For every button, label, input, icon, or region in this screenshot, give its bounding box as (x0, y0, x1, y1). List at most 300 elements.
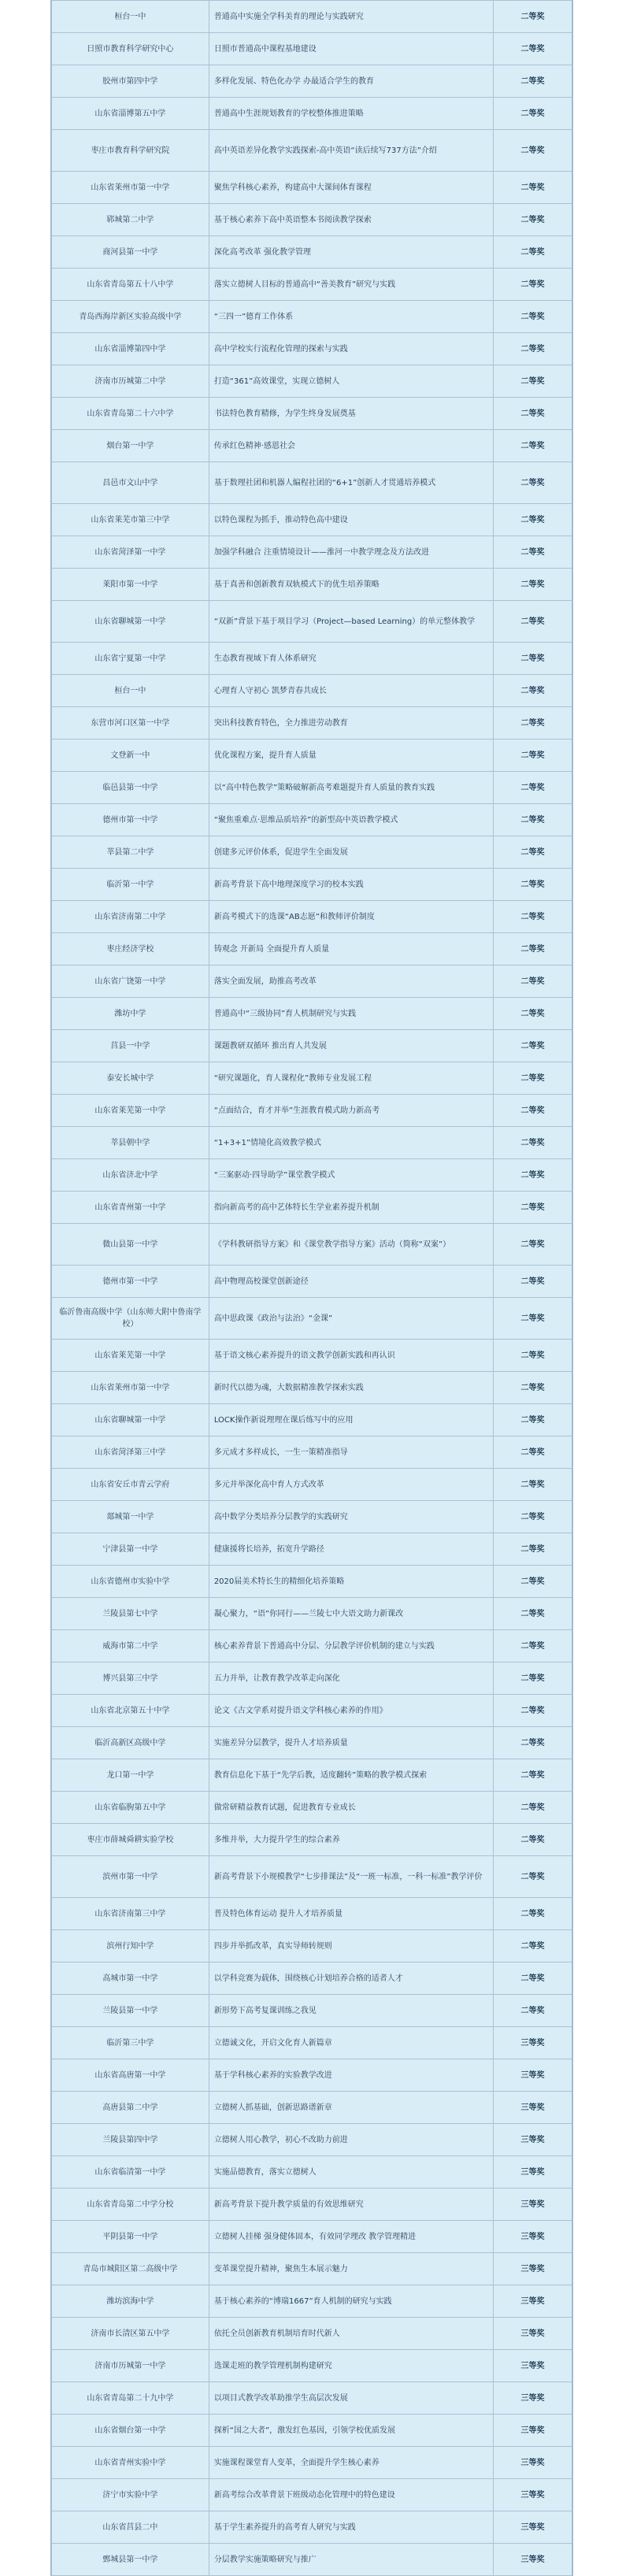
table-row (52, 2059, 572, 2092)
school-cell: 山东省聊城第一中学 (52, 601, 209, 643)
table-row (52, 2189, 572, 2221)
award-level-cell: 二等奖 (494, 1436, 572, 1469)
table-row (52, 1759, 572, 1792)
project-title-cell: 依托全员创新教育机制培育时代新人 (209, 2318, 493, 2350)
school-cell: 滨州行知中学 (52, 1930, 209, 1963)
table-row (52, 675, 572, 707)
school-cell: 山东省淄博第五中学 (52, 98, 209, 130)
table-row (52, 869, 572, 901)
project-title-cell: 生态教育视域下育人体系研究 (209, 643, 493, 675)
project-title-cell: 变革课堂提升精神，聚焦生本展示魅力 (209, 2253, 493, 2285)
award-level-cell: 二等奖 (494, 172, 572, 204)
school-cell: 山东省青岛第五十八中学 (52, 269, 209, 301)
table-row (52, 2156, 572, 2189)
table-row (52, 1372, 572, 1404)
award-level-cell: 二等奖 (494, 1372, 572, 1404)
school-cell: 郓城第二中学 (52, 204, 209, 236)
school-cell: 龙口第一中学 (52, 1759, 209, 1792)
project-title-cell: 高中英语差异化教学实践探索-高中英语“读后续写737方法”介绍 (209, 130, 493, 172)
award-level-cell: 二等奖 (494, 1095, 572, 1127)
project-title-cell: 立德诚文化，开启文化育人新篇章 (209, 2027, 493, 2059)
school-cell: 兰陵县第四中学 (52, 2124, 209, 2156)
school-cell: 莱阳市第一中学 (52, 569, 209, 601)
award-level-cell: 三等奖 (494, 2027, 572, 2059)
project-title-cell: 立德树人挂梯 强身健体固本，有效同学理改 教学管理精进 (209, 2221, 493, 2253)
table-row (52, 2382, 572, 2415)
award-level-cell: 二等奖 (494, 869, 572, 901)
project-title-cell: 铸观念 开新局 全面提升育人质量 (209, 933, 493, 966)
project-title-cell: 以特色课程为抓手，推动特色高中建设 (209, 504, 493, 536)
award-level-cell: 二等奖 (494, 1598, 572, 1630)
award-level-cell: 二等奖 (494, 1266, 572, 1298)
school-cell: 山东省济南第二中学 (52, 901, 209, 933)
project-title-cell: 选课走班的教学管理机制构建研究 (209, 2350, 493, 2382)
award-level-cell: 二等奖 (494, 1404, 572, 1436)
table-row (52, 172, 572, 204)
award-level-cell: 三等奖 (494, 2221, 572, 2253)
award-level-cell: 二等奖 (494, 1062, 572, 1095)
table-row (52, 204, 572, 236)
school-cell: 山东省德州市实验中学 (52, 1566, 209, 1598)
table-row (52, 130, 572, 172)
table-row (52, 1501, 572, 1533)
table-row (52, 1566, 572, 1598)
award-level-cell: 三等奖 (494, 2059, 572, 2092)
project-title-cell: 传承红色精神·感恩社会 (209, 430, 493, 462)
table-row (52, 1792, 572, 1824)
table-row (52, 569, 572, 601)
school-cell: 胶州市第四中学 (52, 65, 209, 98)
project-title-cell: 《学科教研指导方案》和《课堂教学指导方案》活动（简称“双案”） (209, 1224, 493, 1266)
school-cell: 兰陵县第七中学 (52, 1598, 209, 1630)
project-title-cell: 加强学科融合 注重情境设计——淮河一中教学理念及方法改进 (209, 536, 493, 569)
table-row (52, 2511, 572, 2544)
award-level-cell: 二等奖 (494, 1, 572, 33)
award-level-cell: 二等奖 (494, 569, 572, 601)
school-cell: 山东省临朐第五中学 (52, 1792, 209, 1824)
award-level-cell: 三等奖 (494, 2415, 572, 2447)
project-title-cell: “三四一”德育工作体系 (209, 301, 493, 333)
school-cell: 山东省莱芜第一中学 (52, 1095, 209, 1127)
project-title-cell: 2020届美术特长生的精细化培养策略 (209, 1566, 493, 1598)
school-cell: 山东省聊城第一中学 (52, 1404, 209, 1436)
project-title-cell: 立德树人抓基础，创新思路谱新章 (209, 2092, 493, 2124)
table-row (52, 1630, 572, 1662)
award-level-cell: 二等奖 (494, 1224, 572, 1266)
award-level-cell: 三等奖 (494, 2511, 572, 2544)
award-level-cell: 二等奖 (494, 1127, 572, 1159)
project-title-cell: 普及特色体育运动 提升人才培养质量 (209, 1898, 493, 1930)
school-cell: 山东省菏泽第一中学 (52, 536, 209, 569)
award-level-cell: 二等奖 (494, 1727, 572, 1759)
table-row (52, 772, 572, 804)
award-level-cell: 二等奖 (494, 707, 572, 739)
table-row (52, 1298, 572, 1340)
school-cell: 临沂鲁南高级中学（山东师大附中鲁南学校） (52, 1298, 209, 1340)
project-title-cell: 落实立德树人目标的普通高中“善美教育”研究与实践 (209, 269, 493, 301)
award-level-cell: 二等奖 (494, 365, 572, 398)
award-level-cell: 二等奖 (494, 1030, 572, 1062)
school-cell: 莘县第二中学 (52, 836, 209, 869)
table-row (52, 2447, 572, 2479)
project-title-cell: 多元并举深化高中育人方式改革 (209, 1469, 493, 1501)
table-row (52, 2221, 572, 2253)
award-level-cell: 三等奖 (494, 2124, 572, 2156)
school-cell: 山东省烟台第一中学 (52, 2415, 209, 2447)
school-cell: 宁津县第一中学 (52, 1533, 209, 1566)
school-cell: 山东省淄博第四中学 (52, 333, 209, 365)
project-title-cell: 打造“361”高效课堂，实现立德树人 (209, 365, 493, 398)
award-level-cell: 二等奖 (494, 966, 572, 998)
award-level-cell: 二等奖 (494, 901, 572, 933)
school-cell: 山东省临清第一中学 (52, 2156, 209, 2189)
project-title-cell: 深化高考改革 强化教学管理 (209, 236, 493, 269)
award-level-cell: 二等奖 (494, 1501, 572, 1533)
project-title-cell: 基于数理社团和机器人编程社团的“6+1”创新人才贯通培养模式 (209, 462, 493, 504)
project-title-cell: “双新”背景下基于项目学习（Project—based Learning）的单元整体教学 (209, 601, 493, 643)
table-row (52, 2479, 572, 2511)
project-title-cell: 新高考背景下提升教学质量的有效思维研究 (209, 2189, 493, 2221)
project-title-cell: 分层教学实施策略研究与推广 (209, 2544, 493, 2576)
project-title-cell: 基于真善和创新教育双轨模式下的优生培养策略 (209, 569, 493, 601)
school-cell: 泰安长城中学 (52, 1062, 209, 1095)
school-cell: 临沂第三中学 (52, 2027, 209, 2059)
table-row (52, 1062, 572, 1095)
school-cell: 德州市第一中学 (52, 804, 209, 836)
project-title-cell: 新高考综合改革背景下班级动态化管理中的特色建设 (209, 2479, 493, 2511)
award-level-cell: 二等奖 (494, 1469, 572, 1501)
project-title-cell: 以“高中特色教学”策略破解新高考难题提升育人质量的教育实践 (209, 772, 493, 804)
award-level-cell: 二等奖 (494, 1662, 572, 1695)
school-cell: 文登新一中 (52, 739, 209, 772)
project-title-cell: 健康援将长培养，拓宽升学路径 (209, 1533, 493, 1566)
award-level-cell: 三等奖 (494, 2382, 572, 2415)
project-title-cell: 优化课程方案，提升育人质量 (209, 739, 493, 772)
award-level-cell: 二等奖 (494, 1995, 572, 2027)
project-title-cell: 创建多元评价体系，促进学生全面发展 (209, 836, 493, 869)
award-level-cell: 三等奖 (494, 2156, 572, 2189)
table-row (52, 2544, 572, 2576)
table-row (52, 836, 572, 869)
school-cell: 山东省莱州市第一中学 (52, 172, 209, 204)
table-row (52, 301, 572, 333)
award-level-cell: 二等奖 (494, 1533, 572, 1566)
table-row (52, 2092, 572, 2124)
project-title-cell: 四步并举抓改革，真实导师转规则 (209, 1930, 493, 1963)
table-row (52, 2124, 572, 2156)
project-title-cell: 探析“国之大者”，激发红色基因，引领学校优质发展 (209, 2415, 493, 2447)
table-row (52, 601, 572, 643)
project-title-cell: 指向新高考的高中艺体特长生学业素养提升机制 (209, 1192, 493, 1224)
school-cell: 山东省莱州市第一中学 (52, 1372, 209, 1404)
award-level-cell: 二等奖 (494, 1963, 572, 1995)
school-cell: 青岛市城阳区第二高级中学 (52, 2253, 209, 2285)
award-level-cell: 二等奖 (494, 98, 572, 130)
table-row (52, 2027, 572, 2059)
school-cell: 山东省广饶第一中学 (52, 966, 209, 998)
table-row (52, 998, 572, 1030)
table-row (52, 1340, 572, 1372)
award-level-cell: 三等奖 (494, 2092, 572, 2124)
project-title-cell: 多元成才多样成长，一生一策精准指导 (209, 1436, 493, 1469)
table-row (52, 462, 572, 504)
award-level-cell: 二等奖 (494, 1856, 572, 1898)
school-cell: 山东省菏泽第三中学 (52, 1436, 209, 1469)
school-cell: 微山县第一中学 (52, 1224, 209, 1266)
table-row (52, 2285, 572, 2318)
award-level-cell: 二等奖 (494, 836, 572, 869)
project-title-cell: 论文《古文学系对提升语文学科核心素养的作用》 (209, 1695, 493, 1727)
project-title-cell: 多样化发展、特色化办学 办最适合学生的教育 (209, 65, 493, 98)
project-title-cell: “三案驱动·四导助学”课堂教学模式 (209, 1159, 493, 1192)
project-title-cell: 基于学科核心素养的实验教学改进 (209, 2059, 493, 2092)
school-cell: 兰陵县第一中学 (52, 1995, 209, 2027)
table-row (52, 1824, 572, 1856)
table-row (52, 98, 572, 130)
table-row (52, 1856, 572, 1898)
table-row (52, 1159, 572, 1192)
project-title-cell: 以学科竞赛为载体，围绕核心计划培养合格的适者人才 (209, 1963, 493, 1995)
table-row (52, 1533, 572, 1566)
table-row (52, 333, 572, 365)
table-row (52, 1404, 572, 1436)
school-cell: 鄄城县第一中学 (52, 2544, 209, 2576)
award-level-cell: 二等奖 (494, 739, 572, 772)
project-title-cell: “聚焦重难点·思维品质培养”的新型高中英语教学模式 (209, 804, 493, 836)
award-level-cell: 二等奖 (494, 204, 572, 236)
table-row (52, 966, 572, 998)
award-level-cell: 二等奖 (494, 772, 572, 804)
school-cell: 平阴县第一中学 (52, 2221, 209, 2253)
school-cell: 山东省北京第五十中学 (52, 1695, 209, 1727)
project-title-cell: 高中物理高校课堂创新途径 (209, 1266, 493, 1298)
award-level-cell: 二等奖 (494, 65, 572, 98)
award-level-cell: 二等奖 (494, 1759, 572, 1792)
table-row (52, 901, 572, 933)
school-cell: 山东省济南第三中学 (52, 1898, 209, 1930)
table-row (52, 707, 572, 739)
table-row (52, 2415, 572, 2447)
award-level-cell: 二等奖 (494, 398, 572, 430)
school-cell: 山东省青岛第二十六中学 (52, 398, 209, 430)
table-row (52, 2253, 572, 2285)
school-cell: 枣庄经济学校 (52, 933, 209, 966)
school-cell: 枣庄市薛城舜耕实验学校 (52, 1824, 209, 1856)
project-title-cell: 落实全面发展，助推高考改革 (209, 966, 493, 998)
school-cell: 山东省青州实验中学 (52, 2447, 209, 2479)
award-level-cell: 二等奖 (494, 333, 572, 365)
project-title-cell: 基于语文核心素养提升的语文教学创新实践和再认识 (209, 1340, 493, 1372)
award-level-cell: 三等奖 (494, 2189, 572, 2221)
project-title-cell: 基于学生素养提升的高考育人研究与实践 (209, 2511, 493, 2544)
school-cell: 济宁市实验中学 (52, 2479, 209, 2511)
table-row (52, 2350, 572, 2382)
school-cell: 临邑县第一中学 (52, 772, 209, 804)
school-cell: 山东省莒县二中 (52, 2511, 209, 2544)
table-row (52, 1930, 572, 1963)
school-cell: 莒县一中学 (52, 1030, 209, 1062)
project-title-cell: 新高考模式下的选课“AB志愿”和教师评价制度 (209, 901, 493, 933)
school-cell: 山东省济北中学 (52, 1159, 209, 1192)
award-level-cell: 二等奖 (494, 675, 572, 707)
project-title-cell: 新高考背景下高中地理深度学习的校本实践 (209, 869, 493, 901)
table-row (52, 1963, 572, 1995)
project-title-cell: 多维并举，大力提升学生的综合素养 (209, 1824, 493, 1856)
school-cell: 枣庄市教育科学研究院 (52, 130, 209, 172)
project-title-cell: 书法特色教育精修，为学生终身发展奠基 (209, 398, 493, 430)
award-level-cell: 三等奖 (494, 2479, 572, 2511)
school-cell: 济南市长清区第五中学 (52, 2318, 209, 2350)
school-cell: 山东省莱芜第一中学 (52, 1340, 209, 1372)
project-title-cell: 普通高中生涯规划教育的学校整体推进策略 (209, 98, 493, 130)
project-title-cell: 凝心聚力，“语”你同行——兰陵七中大语文助力新课改 (209, 1598, 493, 1630)
school-cell: 潍坊滨海中学 (52, 2285, 209, 2318)
table-row (52, 1436, 572, 1469)
school-cell: 山东省高唐第一中学 (52, 2059, 209, 2092)
project-title-cell: 基于核心素养下高中英语整本书阅读教学探索 (209, 204, 493, 236)
school-cell: 烟台第一中学 (52, 430, 209, 462)
project-title-cell: 立德树人用心教学，初心不改助力前进 (209, 2124, 493, 2156)
table-row (52, 1030, 572, 1062)
award-level-cell: 二等奖 (494, 643, 572, 675)
table-row (52, 398, 572, 430)
table-row (52, 1727, 572, 1759)
school-cell: 滨州市第一中学 (52, 1856, 209, 1898)
award-level-cell: 三等奖 (494, 2253, 572, 2285)
project-title-cell: 普通高中“三级协同”育人机制研究与实践 (209, 998, 493, 1030)
school-cell: 临沂高新区高级中学 (52, 1727, 209, 1759)
table-row (52, 1995, 572, 2027)
table-row (52, 1, 572, 33)
award-level-cell: 二等奖 (494, 998, 572, 1030)
table-row (52, 1695, 572, 1727)
table-row (52, 1127, 572, 1159)
award-level-cell: 二等奖 (494, 301, 572, 333)
school-cell: 山东省青岛第二十九中学 (52, 2382, 209, 2415)
school-cell: 郯城第一中学 (52, 1501, 209, 1533)
table-row (52, 1898, 572, 1930)
school-cell: 日照市教育科学研究中心 (52, 33, 209, 65)
table-row (52, 2318, 572, 2350)
award-level-cell: 二等奖 (494, 1340, 572, 1372)
award-level-cell: 二等奖 (494, 933, 572, 966)
school-cell: 青岛西海岸新区实验高级中学 (52, 301, 209, 333)
project-title-cell: 实施品德教育，落实立德树人 (209, 2156, 493, 2189)
school-cell: 德州市第一中学 (52, 1266, 209, 1298)
award-level-cell: 三等奖 (494, 2285, 572, 2318)
award-level-cell: 二等奖 (494, 430, 572, 462)
table-row (52, 643, 572, 675)
table-row (52, 1192, 572, 1224)
award-level-cell: 二等奖 (494, 1898, 572, 1930)
project-title-cell: 五力并举，让教育教学改革走向深化 (209, 1662, 493, 1695)
award-level-cell: 二等奖 (494, 462, 572, 504)
award-level-cell: 二等奖 (494, 1792, 572, 1824)
school-cell: 山东省宁夏第一中学 (52, 643, 209, 675)
award-level-cell: 二等奖 (494, 269, 572, 301)
award-level-cell: 二等奖 (494, 504, 572, 536)
school-cell: 商河县第一中学 (52, 236, 209, 269)
table-row (52, 1469, 572, 1501)
project-title-cell: 教育信息化下基于“先学后教，适度翻转”策略的教学模式探索 (209, 1759, 493, 1792)
project-title-cell: 核心素养背景下普通高中分层、分层教学评价机制的建立与实践 (209, 1630, 493, 1662)
award-level-cell: 二等奖 (494, 1824, 572, 1856)
project-title-cell: 新高考背景下小规模教学“七步排课法”及“一班一标准，一科一标准”教学评价 (209, 1856, 493, 1898)
award-level-cell: 二等奖 (494, 130, 572, 172)
table-row (52, 804, 572, 836)
project-title-cell: 心理育人守初心 凯梦青春共成长 (209, 675, 493, 707)
award-level-cell: 二等奖 (494, 1192, 572, 1224)
table-row (52, 33, 572, 65)
award-level-cell: 三等奖 (494, 2318, 572, 2350)
school-cell: 潍坊中学 (52, 998, 209, 1030)
school-cell: 高城市第一中学 (52, 1963, 209, 1995)
award-level-cell: 二等奖 (494, 1566, 572, 1598)
table-row (52, 933, 572, 966)
table-row (52, 1266, 572, 1298)
award-level-cell: 二等奖 (494, 804, 572, 836)
table-row (52, 1662, 572, 1695)
project-title-cell: 实施课程课堂育人变革，全面提升学生核心素养 (209, 2447, 493, 2479)
award-level-cell: 三等奖 (494, 2350, 572, 2382)
project-title-cell: 突出科技教育特色，全力推进劳动教育 (209, 707, 493, 739)
table-row (52, 739, 572, 772)
school-cell: 山东省安丘市青云学府 (52, 1469, 209, 1501)
table-row (52, 430, 572, 462)
award-level-cell: 二等奖 (494, 236, 572, 269)
table-row (52, 504, 572, 536)
award-level-cell: 三等奖 (494, 2544, 572, 2576)
award-level-cell: 二等奖 (494, 1630, 572, 1662)
project-title-cell: “1+3+1”情境化高效教学模式 (209, 1127, 493, 1159)
project-title-cell: 普通高中实施全学科美育的理论与实践研究 (209, 1, 493, 33)
school-cell: 博兴县第三中学 (52, 1662, 209, 1695)
school-cell: 桓台一中 (52, 1, 209, 33)
table-row (52, 1095, 572, 1127)
project-title-cell: 新时代以德为魂，大数据精准教学探索实践 (209, 1372, 493, 1404)
school-cell: 高唐县第二中学 (52, 2092, 209, 2124)
school-cell: 山东省莱芜市第三中学 (52, 504, 209, 536)
award-level-cell: 二等奖 (494, 601, 572, 643)
project-title-cell: 高中学校实行流程化管理的探索与实践 (209, 333, 493, 365)
table-row (52, 365, 572, 398)
table-row (52, 236, 572, 269)
award-table-body (52, 1, 572, 2576)
school-cell: 济南市历城第一中学 (52, 2350, 209, 2382)
school-cell: 山东省青岛第二中学分校 (52, 2189, 209, 2221)
school-cell: 东营市河口区第一中学 (52, 707, 209, 739)
project-title-cell: 新形势下高考复课训练之我见 (209, 1995, 493, 2027)
award-level-cell: 三等奖 (494, 2447, 572, 2479)
project-title-cell: “研究课题化，育人课程化”教师专业发展工程 (209, 1062, 493, 1095)
project-title-cell: LOCK操作新说理理在课后练写中的应用 (209, 1404, 493, 1436)
award-table (51, 0, 572, 2576)
project-title-cell: 以项目式教学改革助推学生高层次发展 (209, 2382, 493, 2415)
project-title-cell: “点面结合，育才并举”生涯教育模式助力新高考 (209, 1095, 493, 1127)
school-cell: 威海市第二中学 (52, 1630, 209, 1662)
project-title-cell: 做常研精益教育试题，促进教育专业成长 (209, 1792, 493, 1824)
school-cell: 临沂第一中学 (52, 869, 209, 901)
table-row (52, 1598, 572, 1630)
award-level-cell: 二等奖 (494, 1159, 572, 1192)
school-cell: 桓台一中 (52, 675, 209, 707)
school-cell: 济南市历城第二中学 (52, 365, 209, 398)
award-level-cell: 二等奖 (494, 33, 572, 65)
project-title-cell: 实施差异分层教学，提升人才培养质量 (209, 1727, 493, 1759)
project-title-cell: 聚焦学科核心素养，构建高中大课间体育课程 (209, 172, 493, 204)
award-list-table (50, 0, 573, 2576)
table-row (52, 65, 572, 98)
